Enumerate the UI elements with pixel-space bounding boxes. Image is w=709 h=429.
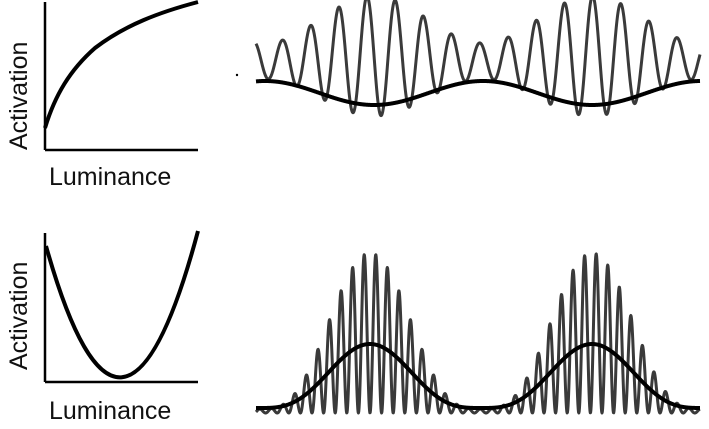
bottom-expansive-curve bbox=[46, 231, 198, 377]
top-transfer-plot bbox=[5, 2, 198, 191]
top-waveform bbox=[256, 0, 700, 116]
stray-dot bbox=[236, 74, 238, 76]
bottom-response-wave bbox=[256, 254, 700, 413]
bottom-panel bbox=[5, 231, 700, 425]
bottom-transfer-plot bbox=[5, 231, 198, 425]
top-y-axis-label: Activation bbox=[5, 41, 33, 150]
top-panel bbox=[5, 0, 700, 191]
bottom-x-axis-label: Luminance bbox=[49, 397, 172, 425]
bottom-waveform bbox=[256, 254, 700, 413]
bottom-y-axis-label: Activation bbox=[5, 261, 33, 370]
top-compressive-curve bbox=[45, 2, 198, 128]
top-x-axis-label: Luminance bbox=[49, 163, 172, 191]
